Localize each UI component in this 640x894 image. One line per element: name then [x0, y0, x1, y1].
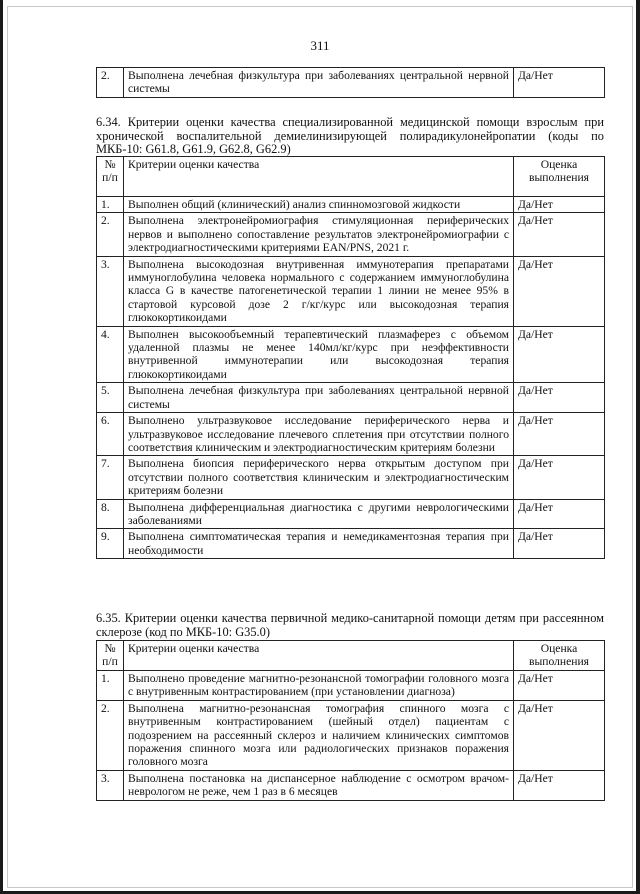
- evaluation-cell: Да/Нет: [514, 197, 605, 213]
- header-criteria: Критерии оценки качества: [124, 641, 514, 671]
- row-number: 2.: [97, 68, 124, 98]
- row-number: 7.: [97, 456, 124, 499]
- table-row: [97, 499, 605, 529]
- criterion-text: Выполнена электронейромиография стимуляционная периферических нервов и выполнено сопоставление результатов электронейромиографии с электродиагностическими критериями EAN/PNS, 2021 г.: [124, 213, 514, 256]
- criterion-text: Выполнена постановка на диспансерное наблюдение с осмотром врачом-неврологом не реже, чем 1 раз в 6 месяцев: [124, 770, 514, 800]
- table-row: [97, 770, 605, 800]
- page-number: 311: [310, 38, 330, 53]
- criteria-table-6-34: [96, 156, 605, 559]
- evaluation-cell: Да/Нет: [514, 383, 605, 413]
- criterion-text: Выполнено проведение магнитно-резонансной томографии головного мозга с внутривенным контрастированием (при установлении диагноза): [124, 671, 514, 701]
- evaluation-cell: Да/Нет: [514, 700, 605, 770]
- row-number: 9.: [97, 529, 124, 559]
- table-row: [97, 529, 605, 559]
- header-evaluation: Оценка выполнения: [514, 641, 605, 671]
- header-number: № п/п: [97, 641, 124, 671]
- row-number: 2.: [97, 213, 124, 256]
- row-number: 5.: [97, 383, 124, 413]
- evaluation-cell: Да/Нет: [514, 499, 605, 529]
- section-heading-6-34: 6.34. Критерии оценки качества специализированной медицинской помощи взрослым при хронической воспалительной демиелинизирующей полирадикулонейропатии (коды по МКБ-10: G61.8, G61.9, G62.8, G62.9): [96, 115, 604, 157]
- table-row: [97, 413, 605, 456]
- table-row: [97, 456, 605, 499]
- evaluation-cell: Да/Нет: [514, 256, 605, 326]
- continuation-table: [96, 67, 605, 98]
- row-number: 3.: [97, 256, 124, 326]
- row-number: 3.: [97, 770, 124, 800]
- table-row: [97, 213, 605, 256]
- scan-edge-left: [0, 0, 3, 894]
- evaluation-cell: Да/Нет: [514, 68, 605, 98]
- row-number: 6.: [97, 413, 124, 456]
- criterion-text: Выполнена дифференциальная диагностика с другими неврологическими заболеваниями: [124, 499, 514, 529]
- row-number: 1.: [97, 197, 124, 213]
- table-row: [97, 700, 605, 770]
- row-number: 1.: [97, 671, 124, 701]
- table-row: [97, 671, 605, 701]
- table-row: [97, 256, 605, 326]
- criteria-table-6-35: [96, 640, 605, 801]
- criterion-text: Выполнена высокодозная внутривенная иммунотерапия препаратами иммуноглобулина человека нормального с содержанием иммуноглобулина класса G в качестве патогенетической терапии 1 линии не менее 95% в стартовой курсовой дозе 2 г/кг/курс или высокодозная терапия глюкокортикоидами: [124, 256, 514, 326]
- criterion-text: Выполнен высокообъемный терапевтический плазмаферез с объемом удаленной плазмы не менее 140мл/кг/курс при неэффективности внутривенной иммунотерапии или высокодозная терапия глюкокортикоидами: [124, 326, 514, 383]
- criterion-text: Выполнена магнитно-резонансная томография спинного мозга с внутривенным контрастированием (шейный отдел) пациентам с подозрением на рассеянный склероз и наличием клинических симптомов поражения спинного мозга или радиологических признаков поражения головного мозга: [124, 700, 514, 770]
- evaluation-cell: Да/Нет: [514, 529, 605, 559]
- evaluation-cell: Да/Нет: [514, 770, 605, 800]
- criterion-text: Выполнена лечебная физкультура при заболеваниях центральной нервной системы: [124, 68, 514, 98]
- criterion-text: Выполнено ультразвуковое исследование периферического нерва и ультразвуковое исследование плечевого сплетения при отсутствии полного соответствия клиническим и электродиагностическим критериям болезни: [124, 413, 514, 456]
- criterion-text: Выполнена симптоматическая терапия и немедикаментозная терапия при необходимости: [124, 529, 514, 559]
- criterion-text: Выполнена лечебная физкультура при заболеваниях центральной нервной системы: [124, 383, 514, 413]
- header-criteria: Критерии оценки качества: [124, 157, 514, 197]
- evaluation-cell: Да/Нет: [514, 326, 605, 383]
- section-heading-6-35: 6.35. Критерии оценки качества первичной медико-санитарной помощи детям при рассеянном склерозе (код по МКБ-10: G35.0): [96, 611, 604, 639]
- evaluation-cell: Да/Нет: [514, 413, 605, 456]
- row-number: 8.: [97, 499, 124, 529]
- table-row: [97, 383, 605, 413]
- table-header-row: [97, 157, 605, 197]
- table-row: [97, 68, 605, 98]
- header-evaluation: Оценка выполнения: [514, 157, 605, 197]
- row-number: 4.: [97, 326, 124, 383]
- table-row: [97, 197, 605, 213]
- table-row: [97, 326, 605, 383]
- header-number: № п/п: [97, 157, 124, 197]
- table-header-row: [97, 641, 605, 671]
- evaluation-cell: Да/Нет: [514, 671, 605, 701]
- row-number: 2.: [97, 700, 124, 770]
- evaluation-cell: Да/Нет: [514, 213, 605, 256]
- evaluation-cell: Да/Нет: [514, 456, 605, 499]
- scan-edge-right: [636, 0, 640, 894]
- criterion-text: Выполнен общий (клинический) анализ спинномозговой жидкости: [124, 197, 514, 213]
- criterion-text: Выполнена биопсия периферического нерва открытым доступом при отсутствии полного соответствия клиническим и электродиагностическим критериям болезни: [124, 456, 514, 499]
